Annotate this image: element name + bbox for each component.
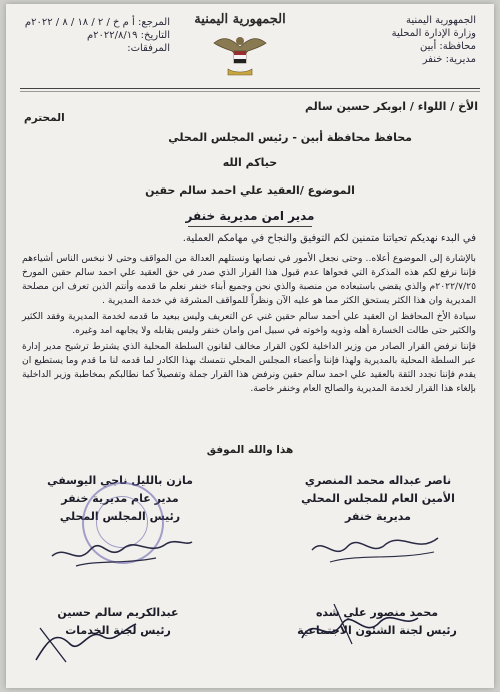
- body-paragraph: سيادة الأخ المحافظ ان العقيد علي أحمد سالم حقين غني عن التعريف وليس ببعيد ما قدمه لخدمة المديرية وفقد الكثير والكثير حتى طالت الخسارة أهله وذويه واخوته في سبيل امن وامان خنفر وليس يقابله ولا يجابهه امد وغيره.: [22, 311, 476, 336]
- body-paragraph: فإننا نرفض القرار الصادر من وزير الداخلية لكون القرار مخالف لقانون السلطة المحلية الذي يشترط ترشيح مدير إدارة عبر السلطة المحلية بالمديرية ولهذا فإننا وأعضاء المجلس المحلي نتمسك بهذا الكادر لما قدمه لنا ما قدم وما يستطيع ان يقدم فإننا نجدد الثقة بالعقيد علي احمد سالم حقين ونرفض هذا القرار جملة وتفصيلاً كما نطالبكم بمخاطبة وزير الداخلية بإلغاء هذا القرار لخدمة المديرية والصالح العام وخنفر خاصة.: [22, 341, 476, 394]
- letterhead-right: [356, 14, 476, 66]
- attachments-label: المرفقات:: [127, 43, 170, 54]
- signatory-name: عبدالكريم سالم حسين: [57, 606, 179, 619]
- handwritten-signature: [26, 610, 146, 670]
- letterhead-center: [184, 12, 296, 83]
- subject-line: الموضوع /العقيد علي احمد سالم حقين: [145, 184, 355, 197]
- date-label: التاريخ:: [140, 30, 170, 41]
- greeting: حياكم الله: [222, 156, 278, 169]
- signatory-name: مازن بالليل ناجي اليوسفي: [47, 474, 193, 487]
- reference-label: المرجع:: [138, 17, 170, 28]
- signatory-title: مديرية خنفر: [345, 510, 411, 523]
- letter-body: [22, 232, 476, 398]
- handwritten-signature: [306, 524, 446, 574]
- letterhead-line: الجمهورية اليمنية: [405, 15, 476, 26]
- honorific: المحترم: [24, 112, 65, 124]
- handwritten-signature: [46, 526, 196, 576]
- letterhead-line: وزارة الإدارة المحلية: [391, 28, 476, 39]
- body-paragraph: بالإشارة إلى الموضوع أعلاه.. وحتى نجعل الأمور في نصابها ونستلهم العدالة من المواقف وحتى لا نبخس الناس أشياءهم فإننا نرفع لكم هذه المذكرة التي فحواها عدم قبول هذا القرار الذي صدر في حق العقيد علي احمد سالم حقين المورخ ٢٠٢٢/٧/٢٥م والذي يقضي باستبعاده من منصبة والذي نحن وجميع أبناء خنفر نعلم ما قدمه وأنتم الذين تعرف ابن مصلحة المديرية وان هذا الكثر يستحق الكثر مما هو عليه الآن ونظراً للمواقف المشرقة في خدمة المديرية .: [22, 253, 476, 306]
- closing-line: هذا والله الموفق: [206, 444, 294, 456]
- reference-line: [20, 16, 170, 29]
- body-paragraph: في البدء نهديكم تحياتنا متمنين لكم التوفيق والنجاح في مهامكم العملية.: [182, 233, 476, 244]
- signatory-title: رئيس لجنة الخدمات: [65, 624, 171, 637]
- date-line: [20, 29, 170, 42]
- signatory-title: رئيس لجنة الشئون الاجتماعية: [297, 624, 457, 637]
- heading-underline: [188, 226, 312, 227]
- reference-value: أ م خ / ٢ / ١٨ / ٨ / ٢٠٢٢م: [24, 17, 135, 28]
- letterhead-left: [20, 16, 170, 55]
- date-value: ٢٠٢٢/٨/١٩م: [86, 30, 138, 41]
- recipient-line: الأخ / اللواء / ابوبكر حسين سالم: [305, 100, 478, 113]
- header-divider: [20, 88, 480, 89]
- recipient-title: محافظ محافظة أبين - رئيس المجلس المحلي: [168, 131, 412, 144]
- signatory-title: الأمين العام للمجلس المحلي: [301, 492, 455, 505]
- signatory-name: محمد منصور علي شده: [315, 606, 439, 619]
- attachments-line: [20, 42, 170, 55]
- handwritten-signature: [294, 594, 424, 654]
- subject-heading: مدير امن مديرية خنفر: [185, 209, 315, 223]
- header-divider-thin: [20, 91, 480, 92]
- signatory-name: ناصر عبداله محمد المنصري: [304, 474, 452, 487]
- calligraphy-title: الجمهورية اليمنية: [194, 12, 286, 27]
- eagle-emblem-icon: [210, 29, 270, 79]
- letterhead-line: محافظة: أبين: [420, 41, 476, 52]
- letterhead-line: مديرية: خنفر: [422, 54, 476, 65]
- document-page: [6, 4, 494, 688]
- signatory-title: مدير عام مديرية خنفر: [61, 492, 179, 505]
- signatory-title: رئيس المجلس المحلي: [59, 510, 181, 523]
- signature-block-secretary: [278, 472, 478, 526]
